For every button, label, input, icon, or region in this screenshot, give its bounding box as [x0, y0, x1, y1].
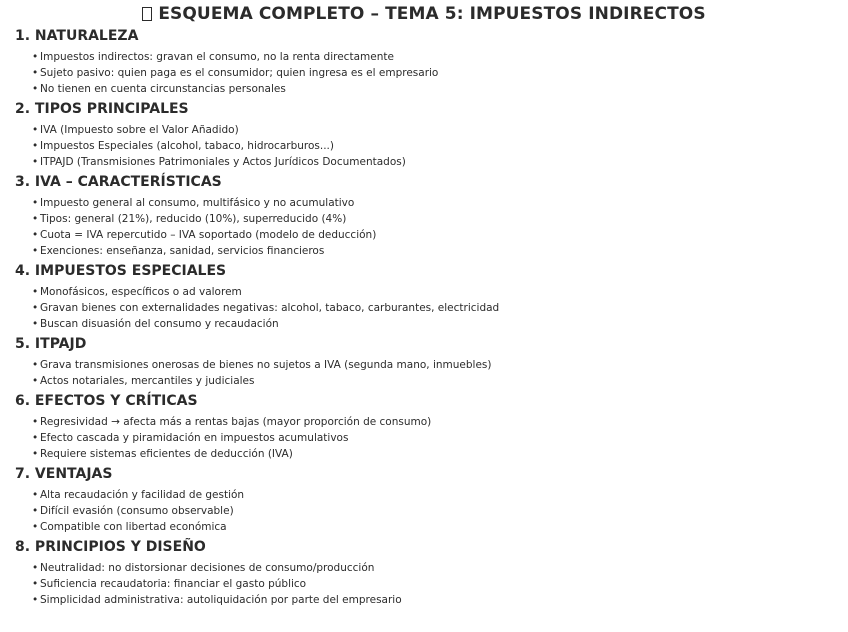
bullet-mark: • [32, 229, 39, 241]
section-heading: 2. TIPOS PRINCIPALES [15, 101, 189, 117]
bullet-text: Simplicidad administrativa: autoliquidación por parte del empresario [40, 594, 402, 606]
section-heading: 3. IVA – CARACTERÍSTICAS [15, 174, 222, 190]
section-8 [15, 538, 833, 608]
bullet-text: Buscan disuasión del consumo y recaudación [40, 318, 279, 330]
bullet-text: Gravan bienes con externalidades negativas: alcohol, tabaco, carburantes, electricidad [40, 302, 500, 314]
section-heading: 1. NATURALEZA [15, 28, 139, 44]
bullet-text: Compatible con libertad económica [40, 521, 227, 533]
bullet-item [32, 560, 833, 576]
bullet-mark: • [32, 416, 39, 428]
bullet-mark: • [32, 83, 39, 95]
bullet-text: Regresividad → afecta más a rentas bajas (mayor proporción de consumo) [40, 416, 432, 428]
bullet-item [32, 284, 833, 300]
bullet-item [32, 138, 833, 154]
bullet-item [32, 195, 833, 211]
bullet-text: Difícil evasión (consumo observable) [40, 505, 234, 517]
bullet-item [32, 300, 833, 316]
bullet-mark: • [32, 124, 39, 136]
bullet-list [15, 122, 833, 170]
bullet-item [32, 122, 833, 138]
bullet-item [32, 430, 833, 446]
bullet-mark: • [32, 67, 39, 79]
section-heading: 5. ITPAJD [15, 336, 87, 352]
bullet-item [32, 154, 833, 170]
bullet-text: Impuestos indirectos: gravan el consumo, no la renta directamente [40, 51, 394, 63]
bullet-item [32, 576, 833, 592]
bullet-text: Requiere sistemas eficientes de deducción (IVA) [40, 448, 293, 460]
bullet-item [32, 592, 833, 608]
section-1 [15, 27, 833, 97]
bullet-text: Exenciones: enseñanza, sanidad, servicios financieros [40, 245, 325, 257]
bullet-mark: • [32, 521, 39, 533]
section-3 [15, 173, 833, 259]
bullet-mark: • [32, 594, 39, 606]
bullet-mark: • [32, 448, 39, 460]
title-row [15, 4, 833, 24]
bullet-text: Impuesto general al consumo, multifásico y no acumulativo [40, 197, 355, 209]
section-heading: 8. PRINCIPIOS Y DISEÑO [15, 539, 206, 555]
bullet-mark: • [32, 156, 39, 168]
bullet-list [15, 560, 833, 608]
bullet-list [15, 357, 833, 389]
bullet-item [32, 65, 833, 81]
missing-glyph-icon [142, 7, 152, 21]
bullet-text: Actos notariales, mercantiles y judiciales [40, 375, 255, 387]
bullet-list [15, 414, 833, 462]
bullet-mark: • [32, 375, 39, 387]
section-4 [15, 262, 833, 332]
bullet-item [32, 373, 833, 389]
bullet-mark: • [32, 578, 39, 590]
bullet-item [32, 49, 833, 65]
bullet-text: IVA (Impuesto sobre el Valor Añadido) [40, 124, 239, 136]
section-heading: 7. VENTAJAS [15, 466, 113, 482]
bullet-mark: • [32, 562, 39, 574]
bullet-item [32, 357, 833, 373]
bullet-item [32, 446, 833, 462]
section-heading: 4. IMPUESTOS ESPECIALES [15, 263, 227, 279]
bullet-mark: • [32, 489, 39, 501]
bullet-item [32, 316, 833, 332]
bullet-item [32, 227, 833, 243]
bullet-list [15, 49, 833, 97]
bullet-text: Neutralidad: no distorsionar decisiones de consumo/producción [40, 562, 375, 574]
bullet-item [32, 211, 833, 227]
bullet-mark: • [32, 140, 39, 152]
bullet-text: No tienen en cuenta circunstancias personales [40, 83, 286, 95]
bullet-list [15, 284, 833, 332]
bullet-text: Grava transmisiones onerosas de bienes no sujetos a IVA (segunda mano, inmuebles) [40, 359, 492, 371]
bullet-item [32, 81, 833, 97]
bullet-mark: • [32, 51, 39, 63]
section-2 [15, 100, 833, 170]
document-title: ESQUEMA COMPLETO – TEMA 5: IMPUESTOS INDIRECTOS [158, 4, 706, 24]
section-5 [15, 335, 833, 389]
bullet-text: ITPAJD (Transmisiones Patrimoniales y Actos Jurídicos Documentados) [40, 156, 406, 168]
bullet-text: Sujeto pasivo: quien paga es el consumidor; quien ingresa es el empresario [40, 67, 439, 79]
bullet-text: Efecto cascada y piramidación en impuestos acumulativos [40, 432, 349, 444]
section-7 [15, 465, 833, 535]
bullet-text: Impuestos Especiales (alcohol, tabaco, hidrocarburos...) [40, 140, 334, 152]
bullet-mark: • [32, 302, 39, 314]
bullet-text: Monofásicos, específicos o ad valorem [40, 286, 242, 298]
section-heading: 6. EFECTOS Y CRÍTICAS [15, 393, 198, 409]
bullet-mark: • [32, 213, 39, 225]
bullet-item [32, 519, 833, 535]
bullet-text: Tipos: general (21%), reducido (10%), superreducido (4%) [40, 213, 347, 225]
sections-container [15, 27, 833, 608]
bullet-text: Alta recaudación y facilidad de gestión [40, 489, 245, 501]
bullet-mark: • [32, 359, 39, 371]
bullet-text: Suficiencia recaudatoria: financiar el gasto público [40, 578, 307, 590]
bullet-mark: • [32, 505, 39, 517]
bullet-text: Cuota = IVA repercutido – IVA soportado (modelo de deducción) [40, 229, 377, 241]
bullet-mark: • [32, 197, 39, 209]
bullet-item [32, 243, 833, 259]
bullet-list [15, 487, 833, 535]
bullet-item [32, 503, 833, 519]
bullet-item [32, 487, 833, 503]
bullet-mark: • [32, 286, 39, 298]
section-6 [15, 392, 833, 462]
bullet-mark: • [32, 318, 39, 330]
bullet-mark: • [32, 432, 39, 444]
bullet-list [15, 195, 833, 259]
bullet-mark: • [32, 245, 39, 257]
bullet-item [32, 414, 833, 430]
